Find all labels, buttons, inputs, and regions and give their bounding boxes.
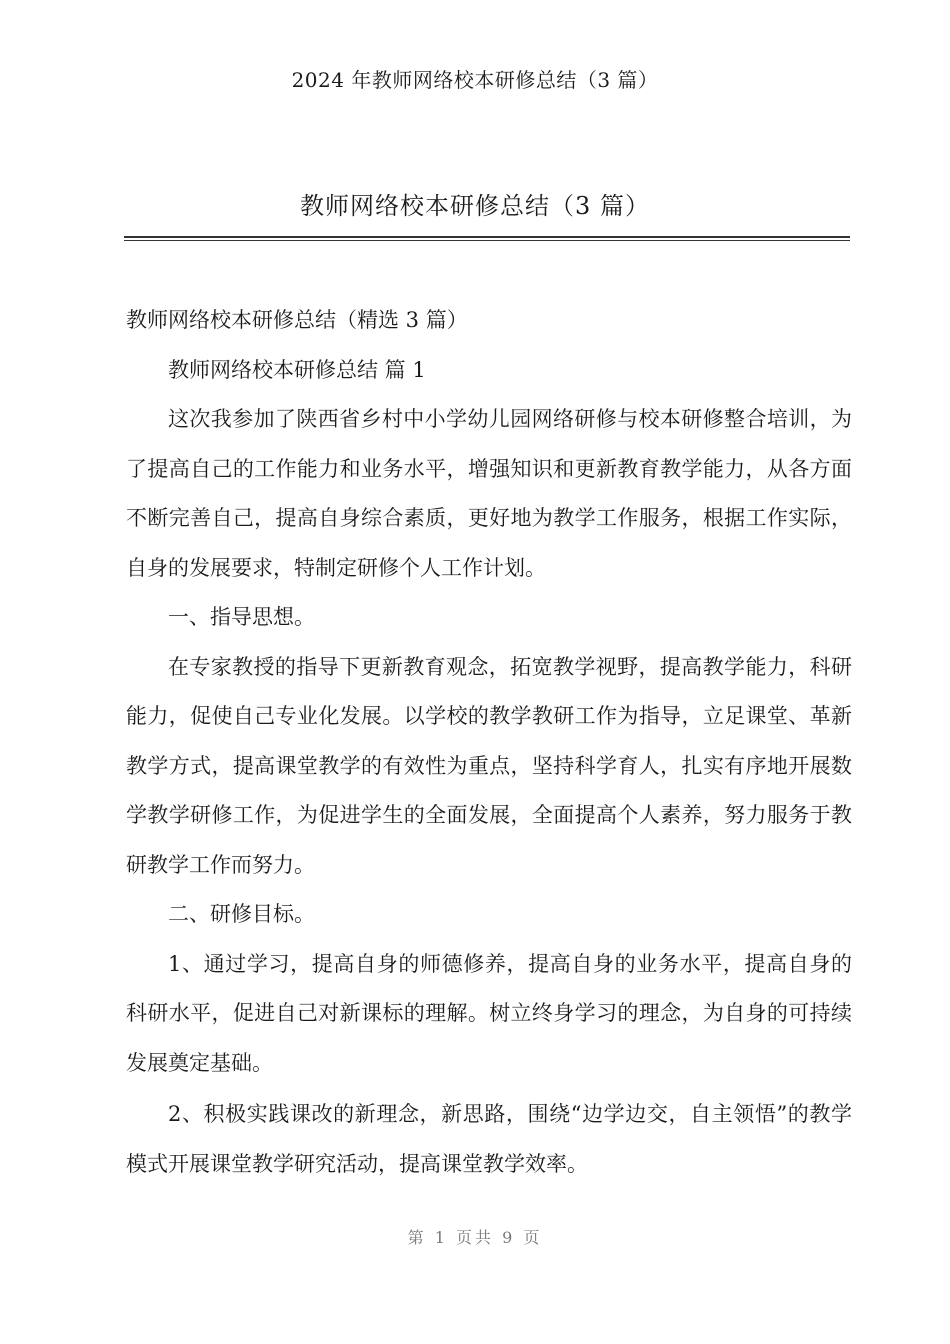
list-item-goal-2: 2、积极实践课改的新理念，新思路，围绕“边学边交，自主领悟”的教学模式开展课堂教学研究活动，提高课堂教学效率。: [126, 1102, 852, 1176]
document-title: 教师网络校本研修总结（3 篇）: [300, 192, 650, 220]
section-heading-part-1: 教师网络校本研修总结 篇 1: [168, 357, 426, 382]
section-heading-guiding-ideology: 一、指导思想。: [168, 605, 315, 629]
body-paragraph: 这次我参加了陕西省乡村中小学幼儿园网络研修与校本研修整合培训，为了提高自己的工作能力和业务水平，增强知识和更新教育教学能力，从各方面不断完善自己，提高自身综合素质，更好地为教学工作服务，根据工作实际，自身的发展要求，特制定研修个人工作计划。: [126, 407, 852, 580]
document-body: [126, 296, 852, 1189]
list-item-goal-1: 1、通过学习，提高自身的师德修养，提高自身的业务水平，提高自身的科研水平，促进自己对新课标的理解。树立终身学习的理念，为自身的可持续发展奠定基础。: [126, 951, 852, 1075]
page-number-footer: 第 1 页共 9 页: [407, 1228, 543, 1247]
body-paragraph: 在专家教授的指导下更新教育观念，拓宽教学视野，提高教学能力，科研能力，促使自己专业化发展。以学校的教学教研工作为指导，立足课堂、革新教学方式，提高课堂教学的有效性为重点，坚持科学育人，扎实有序地开展数学教学研修工作，为促进学生的全面发展，全面提高个人素养，努力服务于教研教学工作而努力。: [126, 654, 852, 877]
title-double-rule: [124, 236, 850, 241]
subtitle-paragraph: 教师网络校本研修总结（精选 3 篇）: [126, 308, 468, 332]
section-heading-training-goals: 二、研修目标。: [168, 902, 315, 926]
running-header: 2024 年教师网络校本研修总结（3 篇）: [291, 68, 659, 92]
